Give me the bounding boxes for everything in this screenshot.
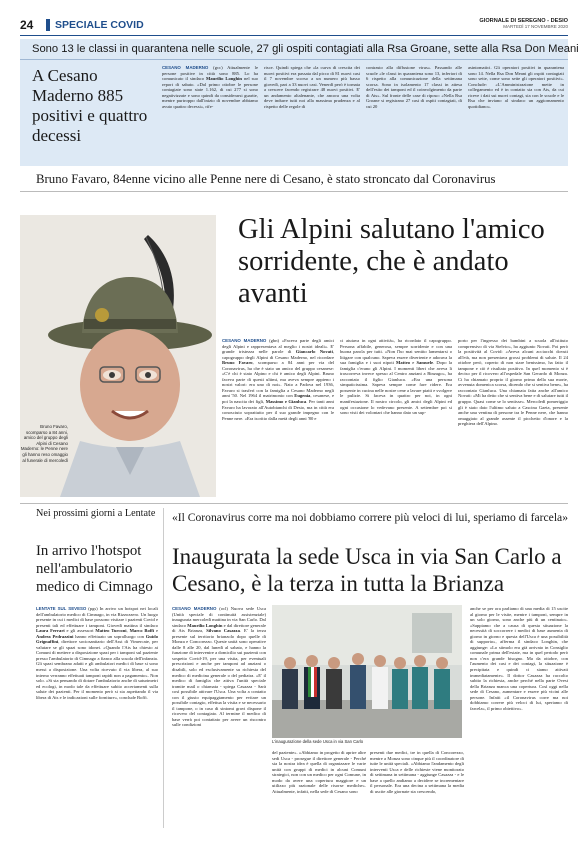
page-header	[20, 14, 568, 36]
usca-column-3: presenti due medici, tre in quella di Concorezzo, mentre a Monza sono cinque più il coordinatore di tutte le unità speciali. «Abbiamo l'andamento degli interventi Usca e delle richieste viene monitorato di settimana in settimana - aggiunge Casazza - e le base a quello andiamo a decidere se incrementare il personale. Era una decina a settimana la media di uscite alle giornate sta crescendo,	[370, 750, 464, 794]
lentate-column: LENTATE SUL SEVESO (pgs) In arrivo un hotspot nei locali dell'ambulatorio medico di Cimnago, in via Rizzozzero. Un luogo presente in cui i medici di base possono visitare i pazienti Covid e presenti tali ed effettuare i tamponi. Giovedì mattina il sindaco Laura Ferrari e gli assessori Matteo Turconi, Marco Boffi e Andrea Pedrazzini hanno effettuato un sopralluogo con Guido Grignaffini, direttore sociosanitario dell'Asst di Vimercate, per valutare se gli spazi sono idonei. «Quando l'Ats ha chiesto ai Comuni di mettere a disposizione spazi per i tamponi sul paziente presso l'ambulatorio di Cimnago a fianco alla scuola dell'infanzia. Gli spazi sembrano adatti e gli ambulatori medici di base si sono messi a disposizione. Una volta ricevuto il via libera, al suo interno verranno effettuati tamponi rapidi non a pagamento». Non solo. «Si sta pensando di dotare l'ambulatorio anche di saturimetri ed ecologi, in modo tale da effettuare subito accertamenti sulla salute dei pazienti. Per il momento però si sta aspettando il via libera di Ats e le indicazioni sulle forniture», conclude Boffi.	[36, 606, 158, 700]
usca-column-1: CESANO MADERNO (ocl) Nuova sede Usca (Unità speciale di continuità assistenziale) inaugurata mercoledì mattina in via San Carlo. Dal sindaco Maurilio Longhin e dal direttore generale di Ats Brianza, Silvano Casazza. E' la terza presente sul territorio brianzolo dopo quelle di Monza e Concorezzo. Queste unità sono operative dalle 8 alle 20, dal lunedì al sabato, e hanno la funzione di intervenire a domicilio sui pazienti con sospetto Covid-19, per una visita, per eventuali prescrizioni e anche per tamponi ad anziani o disabili, solo ed esclusivamente su richiesta del medico di medicina generale o del pediatra. «E' il medico di famiglia che attiva l'unità speciale tramite mail o chiamata - spiega Casazza - Sarà così possibile attivare l'Usca. Una volta a contatto con il giusto equipaggiamento per evitare un possibile contagio, effettua la visita e se necessario il tampone, o in caso di sintomi gravi dispone il ricovero del contagiato. Al termine il medico di base verrà poi contattato per avere un riscontro sulle condizioni	[172, 606, 266, 728]
journal-info	[479, 18, 568, 29]
box-column-4: asintomatici. Gli operatori positivi in quarantena sono 14. Nella Rsa Don Meani gli ospiti contagiati sono sette, come sono sette gli operatori positivi». Conclude: «L'Amministrazione mette in collegamento ed è in contatto sia con Ats, da cui riceve i dati sui nuovi contagi, sia con le scuole e le Rsa che inviano al sindaco un aggiornamento quotidiano».	[468, 65, 564, 109]
usca-headline: Inaugurata la sede Usca in via San Carlo a Cesano, è la terza in tutta la Brianza	[172, 544, 562, 596]
alpini-column-1: CESANO MADERNO (gbn) «Faceva parte degli amici degli Alpini e rappresentava al meglio i nostri ideali». E' grande tristezza nelle parole di Giancarlo Novati, capogruppo degli Alpini di Cesano Maderno, nel ricordare Bruno Favaro, scomparso a 84 anni per via del Coronavirus, ha che è stato un amico del gruppo cesanese: «C'è chi è stato Alpino e chi è amico degli Alpini. Bruno faceva parte di questi ultimi, ma aveva sempre appieno i nostri valori: era uno di noi». Nato a Padova nel 1936, Favaro si trasferì con la famiglia a Cesano Maderno negli anni '50. Nel 1964 il matrimonio con Eugenia, cesanese, e poi la nascita dei figli, Massimo e Gianluca. Per tanti anni Favaro ha lavorato all'Autobianchi di Desio, ma in città era conosciuto soprattutto per il suo grande impegno con le Penne nere. «Era iscritto dalla metà degli anni '80 e	[222, 338, 335, 421]
usca-subline: «Il Coronavirus corre ma noi dobbiamo correre più veloci di lui, speriamo di farcela»	[172, 511, 568, 524]
usca-photo-caption: L'inaugurazione della sede Usca in via San Carlo	[272, 739, 364, 744]
issue-date: MARTEDÌ 17 NOVEMBRE 2020	[503, 24, 568, 29]
alpini-headline: Gli Alpini salutano l'amico sorridente, che è andato avanti	[238, 214, 545, 309]
header-rule	[20, 35, 568, 36]
lentate-headline: In arrivo l'hotspot nell'ambulatorio medico di Cimnago	[36, 543, 153, 595]
journal-name: GIORNALE DI SEREGNO - DESIO	[479, 18, 568, 24]
usca-column-4: anche se per ora parliamo di una media di 15 uscite al giorno per le visite, mentre i tamponi, sempre in un solo giorno, sono anche più di un centinaio». «Sappiamo che a causa di questa situazione la necessità di soccorrere i medici di base aumenta di giorno in giorno e questa dell'Usca è una possibilità di supporto», afferma il sindaco Longhin, che aggiunge: «Lo stimolo era già arrivato in Consiglio comunale prima dell'estate, ma in quel periodo però non c'era grande bisogno. Ma da ottobre, con l'aumento dei casi e dei contagi, la situazione è precipitata e quindi ci siamo attivati immediatamente». Il dottor Casazza ha raccolto subito la richiesta, anche perché nella parte Ovest della Brianza manca una copertura. Così oggi nella sede di Cesano, aumentare e essere più vicini alle persone. Infatti «il Coronavirus corre ma noi dobbiamo correre più veloci di lui, speriamo di farcela», il primo obiettivo».	[470, 606, 568, 711]
alpini-column-2: ci aiutava in ogni attività», ha ricordato il capogruppo. Persona affabile, generosa, sempre sorridente e con una buona parola per tutti. «Non l'ho mai sentito lamentarsi o litigare con qualcuno. Sapeva essere divertente e adorava la sua famiglia e i suoi nipoti Matteo e Samuele. Dopo la famiglia c'erano gli Alpini. I momenti liberi che aveva li trascorreva invece spesso al Centro anziani a Binzago», ha raccontato il figlio Gianluca. «Era una persona simpaticissima. Sapeva sempre come fare ridere. Era possente in cucina nelle nostre cene a lavare piatti e svolgere le pulizie. Si faceva in quattro per noi, in ogni manifestazione. Il nostro circolo, gli amici degli Alpini ed ogni occasione lo vedevano presente. A settembre poi si sono visti dei volontari che hanno dato un sup-	[340, 338, 453, 416]
alpini-subline: Bruno Favaro, 84enne vicino alle Penne nere di Cesano, è stato stroncato dal Coronavirus	[36, 172, 496, 186]
cesano-positivi-box	[20, 39, 579, 166]
lentate-subline: Nei prossimi giorni a Lentate	[36, 508, 156, 519]
box-banner: Sono 13 le classi in quarantena nelle scuole, 27 gli ospiti contagiati alla Rsa Groane, sette alla Rsa Don Meani	[32, 43, 579, 55]
favaro-photo-caption: Bruno Favaro, scomparso a 84 anni, amico del gruppo degli Alpini di Cesano Maderno: le Penne nere gli hanno reso omaggio al funerale di mercoledì	[20, 424, 68, 463]
alpini-rule	[20, 191, 568, 192]
alpini-column-3: porto per l'ingresso dei bambini a scuola all'istituto comprensivo di via Stelvio», ha aggiunto Novati. Poi però la positività al Covid: «Aveva alcuni acciacchi dovuti all'età, ma non presentava grossi problemi di salute. Il 24 ottobre però, coperto di non stare benissimo, ha fatto il tampone e ciò è risultato positivo. In quel momento si è deciso per il ricovero all'ospedale San Gerardo di Monza. Ci ha chiamato proprio il giorno prima della sua morte, avvenuta domenica scorsa, dicendo che si sentiva bene», ha raccontato Gianluca. Una chiamata fatta anche all'amico Novati: «Mi ha detto che si sentiva bene e di salutare tutti il gruppo. Quasi come se lo sentisse». Mercoledì pomeriggio gli è stato dato l'ultimo saluto a Cascina Gaeta, presente anche una ventina di persone tra le Penne nere, che hanno omaggiato al grande assente il picchetto d'onore e la preghiera dell'Alpino.	[458, 338, 568, 427]
box-divider	[20, 59, 568, 60]
section-title: SPECIALE COVID	[55, 19, 144, 31]
box-column-2: risce. Quindi spiega che «la curva di crescita dei nuovi positivi era passata dal picco di 81 nuovi casi il 7 novembre scorso a un numero più basso giovedì, pari a 33 nuovi casi. Venerdì però è tornata a crescere facendo registrare 48 nuovi positivi. E' un andamento altalenante, che ancora una volta deve indurre tutti noi alla massima prudenza e al rispetto delle regole di	[264, 65, 360, 109]
box-headline: A Cesano Maderno 885 positivi e quattro decessi	[32, 66, 148, 145]
section-marker	[46, 19, 50, 31]
bottom-rule	[20, 503, 568, 504]
box-column-1: CESANO MADERNO (gcc) Attualmente le persone positive in città sono 885. Lo ha comunicato il sindaco Maurilio Longhin nel suo report di sabato. «Dal primo ottobre le persone contagiate sono state 1.162, di cui 277 si sono negativizzate e sono quindi da considerarsi guarite, mentre purtroppo dall'inizio di novembre abbiamo avuto quattro decessi», rife-	[162, 65, 258, 109]
box-column-3: contrasto alla diffusione virus». Passando alle scuole «le classi in quarantena sono 13, inferiori di 6 rispetto alla comunicazione della settimana scorsa. Sono in isolamento 17 classi in attesa dell'esito dei tamponi ed il coinvolgimento da parte di Ats». Sul fronte delle case di riposo: «Nella Rsa Groane si registrano 27 casi di ospiti contagiati, di cui 20	[366, 65, 462, 109]
usca-photo	[272, 605, 462, 738]
column-divider	[163, 508, 164, 828]
usca-column-2: del paziente». «Abbiamo in progetto di aprire altre sedi Usca - prosegue il direttore generale - Perché sia la nostra idea è quella di organizzare le varie unità con gruppi di medici in alcuni Comuni strategici, non con un medico per ogni Comune, in modo da avere una copertura maggiore e un utilizzo più razionale delle risorse mediche». Attualmente, infatti, nella sede di Cesano sono	[272, 750, 366, 794]
usca-group-illustration	[272, 605, 462, 738]
page-number: 24	[20, 18, 34, 32]
